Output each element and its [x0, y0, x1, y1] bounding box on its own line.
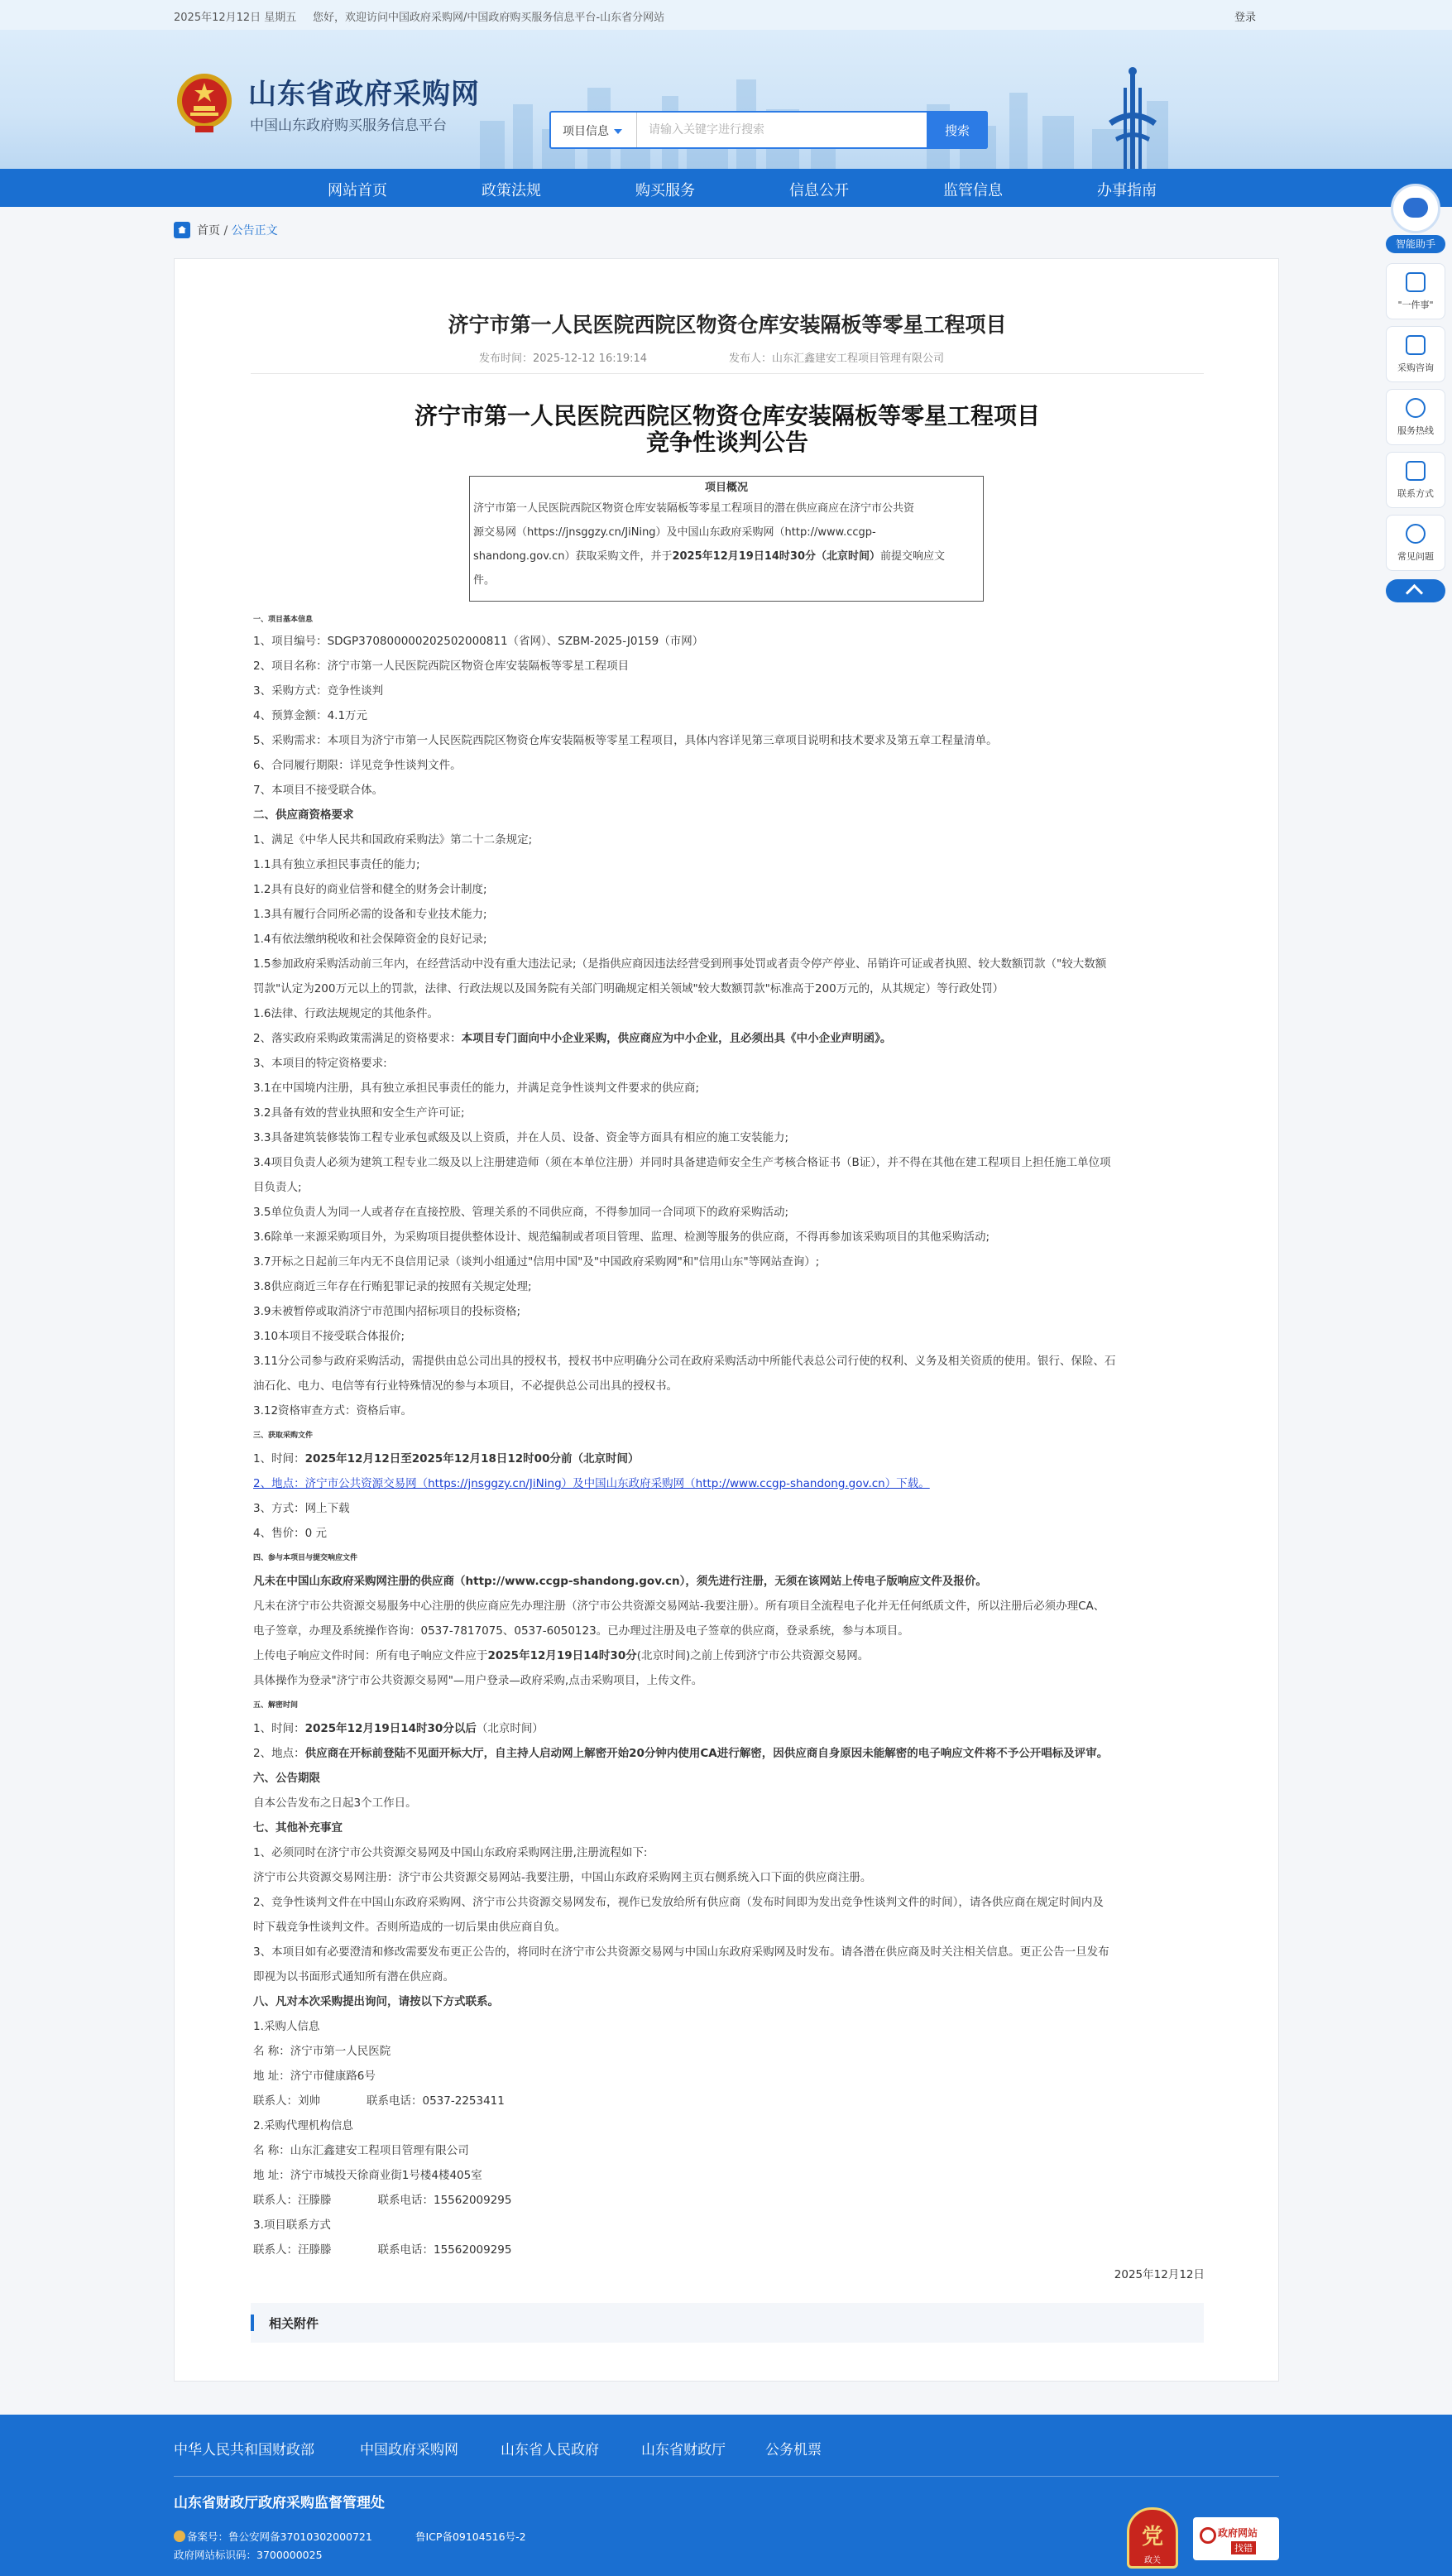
section-heading: 三、获取采购文件: [253, 1432, 314, 1440]
search-button[interactable]: 搜索: [927, 111, 988, 149]
contact-name: 名 称：济宁市第一人民医院: [253, 2045, 391, 2058]
contact-name: 名 称：山东汇鑫建安工程项目管理有限公司: [253, 2144, 469, 2157]
list-item: 3.11分公司参与政府采购活动，需提供由总公司出具的授权书，授权书中应明确分公司在政府采购活动中所能代表总公司行使的权利、义务及相关资质的使用。银行、保险、石: [253, 1355, 1116, 1368]
list-item: 3、方式：网上下载: [253, 1502, 350, 1515]
list-item: 3.1在中国境内注册，具有独立承担民事责任的能力，并满足竞争性谈判文件要求的供应商;: [253, 1082, 700, 1095]
publisher: 发布人：山东汇鑫建安工程项目管理有限公司: [729, 353, 945, 365]
list-item: 3、本项目如有必要澄清和修改需要发布更正公告的，将同时在济宁市公共资源交易网与中国山东政府采购网及时发布。请各潜在供应商及时关注相关信息。更正公告一旦发布: [253, 1945, 1109, 1959]
list-item: 2、项目名称：济宁市第一人民医院西院区物资仓库安装隔板等零星工程项目: [253, 660, 630, 673]
side-button-label: 常见问题: [1397, 551, 1434, 562]
list-item: 5、采购需求：本项目为济宁市第一人民医院西院区物资仓库安装隔板等零星工程项目，具体内容详见第三章项目说明和技术要求及第五章工程量清单。: [253, 734, 998, 747]
main-nav: [0, 169, 1452, 207]
list-item: 2、落实政府采购政策需满足的资格要求：本项目专门面向中小企业采购，供应商应为中小企业，且必须出具《中小企业声明函》。: [253, 1032, 892, 1045]
login-link[interactable]: 登录: [1234, 12, 1257, 24]
back-to-top-button[interactable]: [1386, 579, 1445, 602]
list-item: 1.1具有独立承担民事责任的能力;: [253, 858, 420, 871]
section-heading: 四、参与本项目与提交响应文件: [253, 1554, 358, 1562]
project-overview-box: [469, 476, 984, 602]
search-category-select[interactable]: [551, 113, 637, 147]
party-gov-badge[interactable]: [1127, 2507, 1178, 2569]
list-item: 1.6法律、行政法规规定的其他条件。: [253, 1007, 438, 1020]
search-input[interactable]: [649, 121, 930, 139]
phone-icon: [1406, 398, 1426, 418]
list-item: 1、项目编号：SDGP370800000202502000811（省网）、SZBM-2025-J0159（市网）: [253, 635, 704, 648]
landmark-tower-icon: [1092, 63, 1175, 169]
list-item: 时下载竞争性谈判文件。否则所造成的一切后果由供应商自负。: [253, 1921, 566, 1934]
notice-heading-line1: 济宁市第一人民医院西院区物资仓库安装隔板等零星工程项目: [414, 402, 1040, 429]
question-icon: [1406, 524, 1426, 544]
list-item: 3.7开标之日起前三年内无不良信用记录（谈判小组通过"信用中国"及"中国政府采购网"和"信用山东"等网站查询）;: [253, 1255, 820, 1269]
list-item: 具体操作为登录"济宁市公共资源交易网"—用户登录—政府采购,点击采购项目，上传文件。: [253, 1674, 703, 1687]
police-record: 备案号：鲁公安网备37010302000721: [174, 2529, 372, 2544]
faq-button[interactable]: [1386, 515, 1445, 571]
document-icon: [1406, 335, 1426, 355]
breadcrumb-separator: /: [223, 224, 228, 237]
list-item: 2、竞争性谈判文件在中国山东政府采购网、济宁市公共资源交易网发布，视作已发放给所有供应商（发布时间即为发出竞争性谈判文件的时间），请各供应商在规定时间内及: [253, 1896, 1104, 1909]
footer-link-air-tickets[interactable]: 公务机票: [765, 2442, 822, 2458]
notice-heading-line2: 竞争性谈判公告: [645, 429, 808, 456]
side-button-label: 联系方式: [1397, 488, 1434, 499]
attachments-section: [251, 2303, 1204, 2343]
current-date: 2025年12月12日 星期五: [174, 12, 297, 24]
list-item: 3.9未被暂停或取消济宁市范围内招标项目的投标资格;: [253, 1305, 521, 1318]
badge-top-text: 政府网站: [1218, 2527, 1258, 2539]
list-item: 3.5单位负责人为同一人或者存在直接控股、管理关系的不同供应商，不得参加同一合同项下的政府采购活动;: [253, 1206, 789, 1219]
police-badge-icon: [174, 2530, 185, 2542]
footer-link-sd-gov[interactable]: 山东省人民政府: [501, 2442, 599, 2458]
hotline-button[interactable]: [1386, 389, 1445, 445]
download-link[interactable]: 2、地点：济宁市公共资源交易网（https://jnsggzy.cn/JiNing）及中国山东政府采购网（http://www.ccgp-shandong.gov.cn）下载。: [253, 1477, 930, 1490]
contact-title: 3.项目联系方式: [253, 2219, 331, 2232]
list-item: 上传电子响应文件时间：所有电子响应文件应于2025年12月19日14时30分(北京时间)之前上传到济宁市公共资源交易网。: [253, 1649, 870, 1662]
list-item: 3、采购方式：竞争性谈判: [253, 684, 384, 698]
list-item: 罚款"认定为200万元以上的罚款，法律、行政法规以及国务院有关部门明确规定相关领域"较大数额罚款"标准高于200万元的，从其规定）等行政处罚）: [253, 982, 1004, 995]
divider: [251, 373, 1204, 374]
contact-button[interactable]: [1386, 452, 1445, 508]
magnifier-icon: [1200, 2527, 1216, 2544]
section-heading: 二、供应商资格要求: [253, 808, 354, 822]
contact-address: 地 址：济宁市健康路6号: [253, 2070, 376, 2083]
list-item: 目负责人;: [253, 1181, 302, 1194]
list-item: 1、时间：2025年12月12日至2025年12月18日12时00分前（北京时间）: [253, 1452, 640, 1465]
section-heading: 一、项目基本信息: [253, 616, 314, 624]
article-title: 济宁市第一人民医院西院区物资仓库安装隔板等零星工程项目: [448, 313, 1007, 337]
side-button-label: 采购咨询: [1397, 362, 1434, 373]
report-error-badge[interactable]: [1193, 2517, 1279, 2560]
list-item: 3.3具备建筑装修装饰工程专业承包贰级及以上资质，并在人员、设备、资金等方面具有相应的施工安装能力;: [253, 1131, 789, 1144]
list-item: 即视为以书面形式通知所有潜在供应商。: [253, 1970, 454, 1984]
list-item: 2、地点：供应商在开标前登陆不见面开标大厅，自主持人启动网上解密开始20分钟内使用CA进行解密，因供应商自身原因未能解密的电子响应文件将不予公开唱标及评审。: [253, 1747, 1109, 1760]
footer-org: 山东省财政厅政府采购监督管理处: [174, 2495, 385, 2511]
section-heading: 五、解密时间: [253, 1701, 299, 1710]
nav-policies[interactable]: 政策法规: [482, 182, 541, 199]
search-bar: [549, 111, 988, 149]
overview-title: 项目概况: [704, 482, 748, 494]
list-item: 3.8供应商近三年存在行贿犯罪记录的按照有关规定处理;: [253, 1280, 532, 1293]
breadcrumb-current: 公告正文: [231, 224, 278, 237]
contact-person: 联系人：刘帅 联系电话：0537-2253411: [253, 2094, 505, 2108]
footer-link-mof[interactable]: 中华人民共和国财政部: [174, 2442, 314, 2458]
list-item: 油石化、电力、电信等有行业特殊情况的参与本项目，不必提供总公司出具的授权书。: [253, 1379, 678, 1393]
list-item: 4、售价：0 元: [253, 1527, 327, 1540]
overview-line: 济宁市第一人民医院西院区物资仓库安装隔板等零星工程项目的潜在供应商应在济宁市公共资: [473, 502, 915, 515]
list-item: 1.5参加政府采购活动前三年内，在经营活动中没有重大违法记录;（是指供应商因违法经营受到刑事处罚或者责令停产停业、吊销许可证或者执照、较大数额罚款（"较大数额: [253, 957, 1107, 971]
list-item: 3、本项目的特定资格要求:: [253, 1057, 387, 1070]
one-thing-button[interactable]: [1386, 263, 1445, 319]
publish-time: 发布时间：2025-12-12 16:19:14: [479, 353, 648, 365]
list-item: 4、预算金额：4.1万元: [253, 709, 368, 722]
list-item: 1、时间：2025年12月19日14时30分以后（北京时间）: [253, 1722, 544, 1735]
list-item: 1、满足《中华人民共和国政府采购法》第二十二条规定;: [253, 833, 533, 847]
contact-person: 联系人：汪滕滕 联系电话：15562009295: [253, 2194, 512, 2207]
badge-sub-text: 政关: [1144, 2556, 1161, 2565]
list-item: 凡未在中国山东政府采购网注册的供应商（http://www.ccgp-shandong.gov.cn），须先进行注册，无须在该网站上传电子版响应文件及报价。: [253, 1575, 987, 1588]
badge-main-text: 党: [1141, 2525, 1163, 2550]
list-item: 自本公告发布之日起3个工作日。: [253, 1796, 417, 1810]
list-item: 1、必须同时在济宁市公共资源交易网及中国山东政府采购网注册,注册流程如下:: [253, 1846, 648, 1859]
footer-divider: [174, 2476, 1279, 2477]
nav-supervision[interactable]: 监管信息: [943, 182, 1003, 199]
attachments-title: 相关附件: [269, 2316, 319, 2331]
site-subtitle: 中国山东政府购买服务信息平台: [250, 118, 447, 134]
list-item: 3.2具备有效的营业执照和安全生产许可证;: [253, 1106, 465, 1120]
article-card: [174, 258, 1279, 2382]
consult-button[interactable]: [1386, 326, 1445, 382]
nav-home[interactable]: 网站首页: [328, 182, 387, 199]
home-icon: [174, 222, 190, 238]
smart-assistant-label: 智能助手: [1386, 235, 1445, 253]
national-emblem-icon: [175, 71, 233, 136]
side-button-label: "一件事": [1397, 300, 1434, 310]
play-icon: [1406, 272, 1426, 292]
side-button-label: 服务热线: [1397, 425, 1434, 436]
footer-link-ccgp[interactable]: 中国政府采购网: [360, 2442, 458, 2458]
icp-record[interactable]: 鲁ICP备09104516号-2: [415, 2530, 526, 2543]
nav-purchase-services[interactable]: 购买服务: [635, 182, 695, 199]
site-id: 政府网站标识码：3700000025: [174, 2549, 323, 2561]
list-item: [253, 1475, 1205, 1492]
nav-disclosure[interactable]: 信息公开: [789, 182, 849, 199]
list-item: 电子签章，办理及系统操作咨询：0537-7817075、0537-6050123。已办理过注册及电子签章的供应商，登录系统，参与本项目。: [253, 1624, 909, 1638]
list-item: 3.6除单一来源采购项目外，为采购项目提供整体设计、规范编制或者项目管理、监理、检测等服务的供应商，不得再参加该采购项目的其他采购活动;: [253, 1230, 990, 1244]
top-bar: [0, 0, 1452, 30]
smart-assistant-button[interactable]: [1386, 184, 1445, 253]
contact-address: 地 址：济宁市城投天徐商业街1号楼4楼405室: [253, 2169, 482, 2182]
caret-down-icon: [614, 129, 622, 134]
nav-guide[interactable]: 办事指南: [1097, 182, 1157, 199]
overview-line: 件。: [473, 574, 496, 587]
breadcrumb-home[interactable]: 首页: [197, 224, 220, 237]
site-header: [0, 30, 1452, 169]
robot-icon: [1391, 184, 1440, 233]
list-item: 3.4项目负责人必须为建筑工程专业二级及以上注册建造师（须在本单位注册）并同时具备建造师安全生产考核合格证书（B证），并不得在其他在建工程项目上担任施工单位项: [253, 1156, 1111, 1169]
list-item: 7、本项目不接受联合体。: [253, 784, 384, 797]
contact-card-icon: [1406, 461, 1426, 481]
list-item: 凡未在济宁市公共资源交易服务中心注册的供应商应先办理注册（济宁市公共资源交易网站-我要注册）。所有项目全流程电子化并无任何纸质文件，所以注册后必须办理CA、: [253, 1600, 1105, 1613]
list-item: 6、合同履行期限：详见竞争性谈判文件。: [253, 759, 462, 772]
list-item: 3.10本项目不接受联合体报价;: [253, 1330, 405, 1343]
contact-person: 联系人：汪滕滕 联系电话：15562009295: [253, 2243, 512, 2257]
overview-line: 源交易网（https://jnsggzy.cn/JiNing）及中国山东政府采购网（http://www.ccgp-: [473, 526, 876, 539]
sign-date: 2025年12月12日: [1114, 2268, 1205, 2281]
list-item: 1.4有依法缴纳税收和社会保障资金的良好记录;: [253, 933, 487, 946]
search-category-label: 项目信息: [563, 125, 609, 138]
breadcrumb: [174, 222, 278, 238]
list-item: 1.3具有履行合同所必需的设备和专业技术能力;: [253, 908, 487, 921]
section-heading: 七、其他补充事宜: [253, 1821, 343, 1835]
contact-title: 1.采购人信息: [253, 2020, 320, 2033]
overview-line: shandong.gov.cn）获取采购文件，并于2025年12月19日14时30分（北京时间）前提交响应文: [473, 550, 946, 563]
list-item: 1.2具有良好的商业信誉和健全的财务会计制度;: [253, 883, 487, 896]
section-heading: 八、凡对本次采购提出询问，请按以下方式联系。: [253, 1995, 499, 2008]
footer-link-sd-finance[interactable]: 山东省财政厅: [641, 2442, 726, 2458]
site-footer: [0, 2415, 1452, 2576]
section-heading: 六、公告期限: [253, 1772, 320, 1785]
list-item: 济宁市公共资源交易网注册：济宁市公共资源交易网站-我要注册，中国山东政府采购网主页右侧系统入口下面的供应商注册。: [253, 1871, 872, 1884]
list-item: 3.12资格审查方式：资格后审。: [253, 1404, 413, 1418]
badge-bottom-text: 找错: [1231, 2541, 1256, 2554]
contact-title: 2.采购代理机构信息: [253, 2119, 353, 2132]
accent-bar: [251, 2315, 254, 2331]
welcome-text: 您好，欢迎访问中国政府采购网/中国政府购买服务信息平台-山东省分网站: [313, 12, 665, 24]
site-title[interactable]: 山东省政府采购网: [248, 78, 480, 111]
